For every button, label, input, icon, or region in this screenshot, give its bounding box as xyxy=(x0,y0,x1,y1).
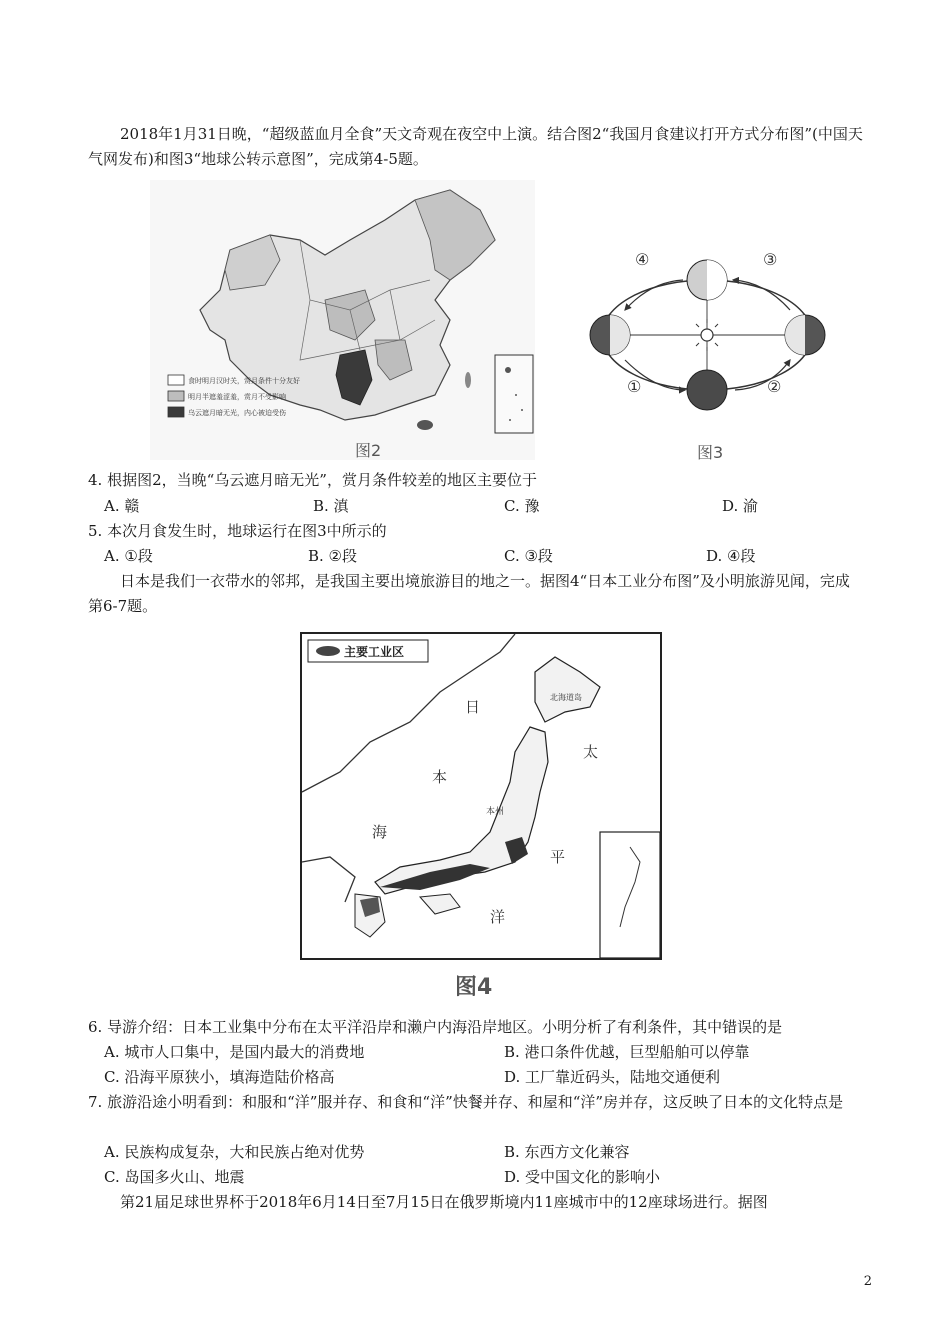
q5-option-b: B. ②段 xyxy=(308,547,358,565)
fig2-legend-2: 明月半遮羞涩羞，赏月不受影响 xyxy=(188,393,286,401)
question-4-stem: 4. 根据图2，当晚“乌云遮月暗无光”，赏月条件较差的地区主要位于 xyxy=(88,471,537,489)
q6-option-d: D. 工厂靠近码头，陆地交通便利 xyxy=(504,1068,721,1086)
q7-option-b: B. 东西方文化兼容 xyxy=(504,1143,630,1161)
question-7-stem: 7. 旅游沿途小明看到：和服和“洋”服并存、和食和“洋”快餐并存、和屋和“洋”房并存，这反映了日本的文化特点是 xyxy=(88,1093,844,1111)
segment-4-label: ④ xyxy=(635,250,650,269)
sea-label-hai: 海 xyxy=(372,823,388,841)
fig2-legend-3: 乌云遮月暗无光，内心被迫受伤 xyxy=(188,409,286,417)
q5-option-a: A. ①段 xyxy=(104,547,153,565)
figure-4-label: 图4 xyxy=(455,975,493,1000)
q5-option-d: D. ④段 xyxy=(706,547,756,565)
sea-label-ping: 平 xyxy=(550,848,566,866)
segment-1-label: ① xyxy=(627,377,642,396)
q4-option-b: B. 滇 xyxy=(313,497,349,515)
page-number: 2 xyxy=(863,1274,872,1289)
q4-option-c: C. 豫 xyxy=(504,497,540,515)
figure-3-earth-revolution xyxy=(585,240,830,460)
sea-label-yang: 洋 xyxy=(490,908,506,926)
q4-option-d: D. 渝 xyxy=(722,497,759,515)
intro-paragraph-japan: 日本是我们一衣带水的邻邦，是我国主要出境旅游目的地之一。据图4“日本工业分布图”及小明旅游见闻，完成第6-7题。 xyxy=(88,572,850,615)
fig4-region-hokkaido: 北海道岛 xyxy=(550,693,582,702)
q5-option-c: C. ③段 xyxy=(504,547,553,565)
figure-2-china-eclipse-map xyxy=(150,180,535,460)
q6-option-b: B. 港口条件优越，巨型船舶可以停靠 xyxy=(504,1043,750,1061)
fig4-region-honshu: 本州 xyxy=(486,807,505,817)
intro-paragraph-moon-eclipse: 2018年1月31日晚，“超级蓝血月全食”天文奇观在夜空中上演。结合图2“我国月食建议打开方式分布图”(中国天气网发布)和图3“地球公转示意图”，完成第4-5题。 xyxy=(88,125,863,168)
fig2-legend-1: 食时明月汉时关，赏月条件十分友好 xyxy=(188,377,300,385)
q6-option-c: C. 沿海平原狭小，填海造陆价格高 xyxy=(104,1068,335,1086)
q7-option-a: A. 民族构成复杂，大和民族占绝对优势 xyxy=(104,1143,365,1161)
q7-option-d: D. 受中国文化的影响小 xyxy=(504,1168,661,1186)
figure-2-label: 图2 xyxy=(355,441,382,460)
figure-4-japan-industry-map xyxy=(300,632,662,1007)
question-5-stem: 5. 本次月食发生时，地球运行在图3中所示的 xyxy=(88,522,387,540)
q7-option-c: C. 岛国多火山、地震 xyxy=(104,1168,245,1186)
intro-paragraph-world-cup: 第21届足球世界杯于2018年6月14日至7月15日在俄罗斯境内11座城市中的12座球场进行。据图 xyxy=(120,1193,768,1211)
figure-3-label: 图3 xyxy=(697,443,724,462)
sea-label-ben: 本 xyxy=(432,768,448,786)
fig4-legend-text: 主要工业区 xyxy=(344,645,405,659)
question-6-stem: 6. 导游介绍：日本工业集中分布在太平洋沿岸和濑户内海沿岸地区。小明分析了有利条件，其中错误的是 xyxy=(88,1018,783,1036)
sea-label-tai: 太 xyxy=(583,743,599,761)
segment-3-label: ③ xyxy=(763,250,778,269)
q4-option-a: A. 赣 xyxy=(104,497,140,515)
sea-label-ri: 日 xyxy=(465,698,481,716)
q6-option-a: A. 城市人口集中，是国内最大的消费地 xyxy=(104,1043,365,1061)
segment-2-label: ② xyxy=(767,377,782,396)
